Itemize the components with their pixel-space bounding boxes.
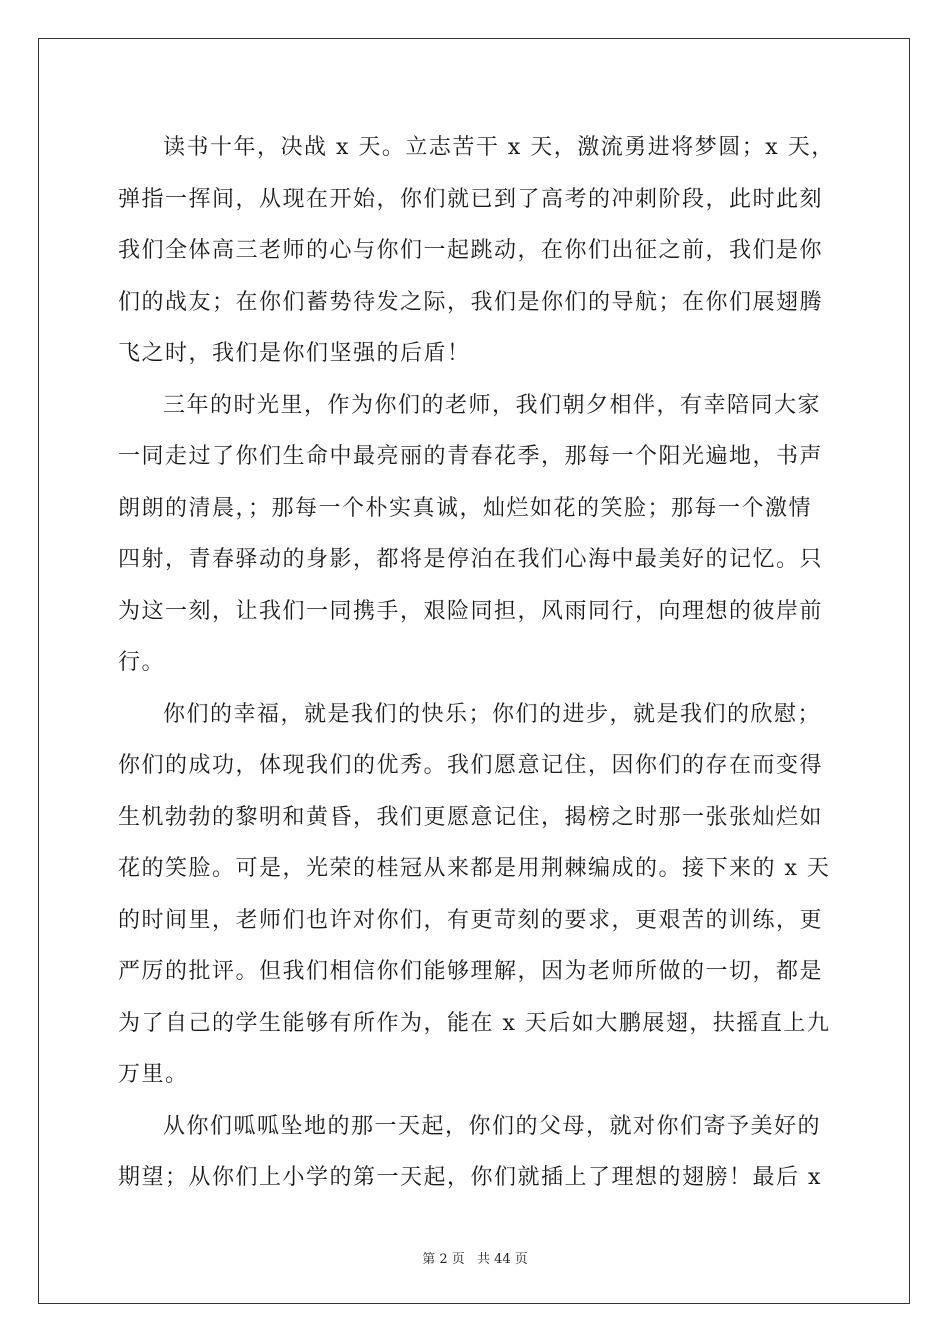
text-line: 的时间里，老师们也许对你们，有更苛刻的要求，更艰苦的训练，更 <box>118 907 824 933</box>
text-line: 弹指一挥间，从现在开始，你们就已到了高考的冲刺阶段，此时此刻 <box>118 186 824 212</box>
text-line: 四射，青春驿动的身影，都将是停泊在我们心海中最美好的记忆。只 <box>118 547 824 572</box>
text-line: 花的笑脸。可是，光荣的桂冠从来都是用荆棘编成的。接下来的 x 天 <box>118 856 831 881</box>
text-line: 万里。 <box>118 1062 189 1087</box>
text-line: 朗朗的清晨，；那每一个朴实真诚，灿烂如花的笑脸；那每一个激情 <box>118 495 813 521</box>
text-line: 你们的成功，体现我们的优秀。我们愿意记住，因你们的存在而变得 <box>118 753 824 778</box>
text-line: 三年的时光里，作为你们的老师，我们朝夕相伴，有幸陪同大家 <box>163 392 822 418</box>
paragraph-4 <box>118 1101 834 1204</box>
text-line: 一同走过了你们生命中最亮丽的青春花季，那每一个阳光遍地，书声 <box>118 444 824 469</box>
text-line: 们的战友；在你们蓄势待发之际，我们是你们的导航；在你们展翅腾 <box>118 289 824 315</box>
paragraph-1 <box>118 122 834 380</box>
paragraph-3 <box>118 689 834 1101</box>
text-line: 你们的幸福，就是我们的快乐；你们的进步，就是我们的欣慰； <box>163 701 822 727</box>
text-line: 行。 <box>118 650 166 675</box>
text-line: 我们全体高三老师的心与你们一起跳动，在你们出征之前，我们是你 <box>118 238 824 263</box>
page-footer <box>0 1248 950 1267</box>
text-line: 期望；从你们上小学的第一天起，你们就插上了理想的翅膀！最后 x <box>118 1165 822 1190</box>
text-line: 为了自己的学生能够有所作为，能在 x 天后如大鹏展翅，扶摇直上九 <box>118 1010 831 1036</box>
page-number: 第 2 页 <box>422 1252 465 1267</box>
page-total: 共 44 页 <box>476 1252 528 1267</box>
text-line: 读书十年，决战 x 天。立志苦干 x 天，激流勇进将梦圆；x 天， <box>163 135 835 160</box>
text-line: 从你们呱呱坠地的那一天起，你们的父母，就对你们寄予美好的 <box>163 1113 822 1139</box>
text-line: 严厉的批评。但我们相信你们能够理解，因为老师所做的一切，都是 <box>118 959 824 984</box>
text-line: 为这一刻，让我们一同携手，艰险同担，风雨同行，向理想的彼岸前 <box>118 598 824 624</box>
document-body <box>118 122 834 1204</box>
paragraph-2 <box>118 380 834 689</box>
text-line: 生机勃勃的黎明和黄昏，我们更愿意记住，揭榜之时那一张张灿烂如 <box>118 804 824 830</box>
text-line: 飞之时，我们是你们坚强的后盾！ <box>118 341 471 366</box>
